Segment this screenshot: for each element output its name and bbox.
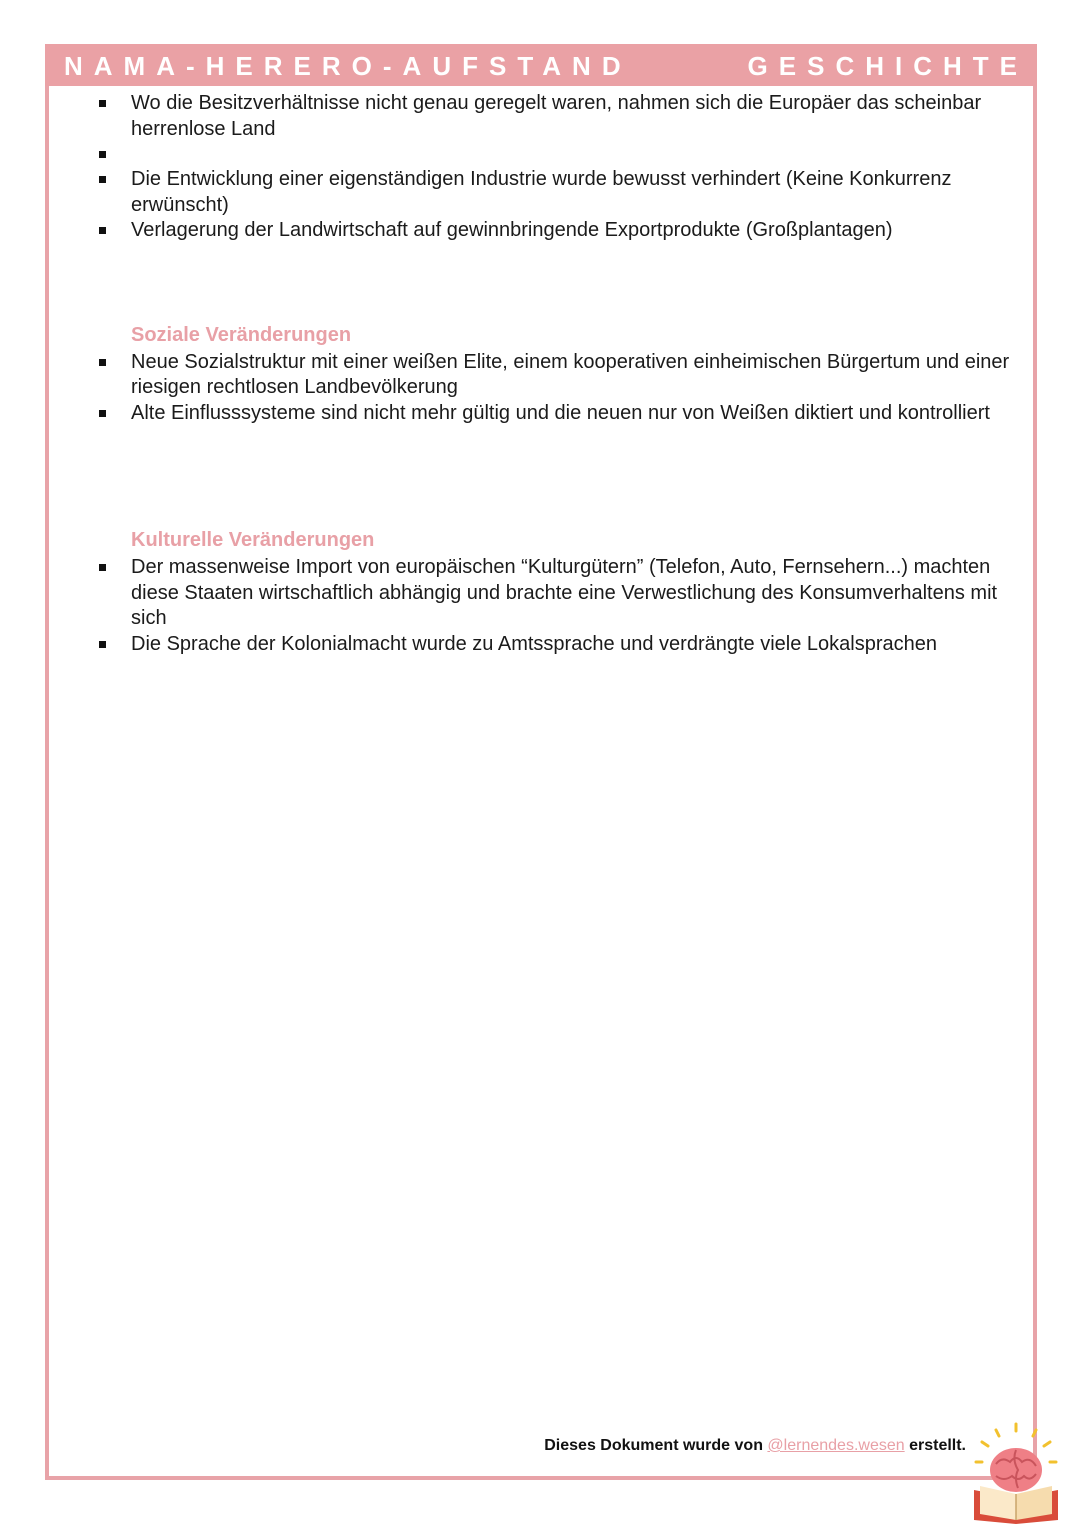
footer-credit xyxy=(544,1437,966,1455)
list-item: Die Sprache der Kolonialmacht wurde zu Amtssprache und verdrängte viele Lokalsprachen xyxy=(95,632,1015,658)
list-item: Wo die Besitzverhältnisse nicht genau geregelt waren, nahmen sich die Europäer das scheinbar herrenlose Land xyxy=(95,91,1015,142)
author-handle-link[interactable]: @lernendes.wesen xyxy=(767,1437,905,1454)
list-item: Neue Sozialstruktur mit einer weißen Elite, einem kooperativen einheimischen Bürgertum und einer riesigen rechtlosen Landbevölkerung xyxy=(95,350,1015,401)
list-item: Der massenweise Import von europäischen “Kulturgütern” (Telefon, Auto, Fernsehern...) machten diese Staaten wirtschaftlich abhängig und brachte eine Verwestlichung des Konsumverhaltens mit sich xyxy=(95,555,1015,632)
list-item: Die Entwicklung einer eigenständigen Industrie wurde bewusst verhindert (Keine Konkurrenz erwünscht) xyxy=(95,167,1015,218)
section-economic xyxy=(95,91,1015,244)
section-title-cultural: Kulturelle Veränderungen xyxy=(131,529,375,551)
section-social xyxy=(95,323,1015,427)
footer-prefix: Dieses Dokument wurde von xyxy=(544,1437,768,1454)
list-item: Alte Einflusssysteme sind nicht mehr gültig und die neuen nur von Weißen diktiert und kontrolliert xyxy=(95,401,1015,427)
footer-suffix: erstellt. xyxy=(904,1437,966,1454)
section-cultural xyxy=(95,528,1015,657)
economic-list xyxy=(95,91,1015,244)
spacer xyxy=(95,142,1015,167)
list-item: Verlagerung der Landwirtschaft auf gewinnbringende Exportprodukte (Großplantagen) xyxy=(95,218,1015,244)
main-content xyxy=(95,91,1015,657)
cultural-list xyxy=(95,555,1015,657)
subject-label: GESCHICHTE xyxy=(747,51,1028,81)
document-title: NAMA-HERERO-AUFSTAND xyxy=(64,51,632,81)
social-list xyxy=(95,350,1015,427)
brain-book-logo-icon xyxy=(966,1420,1070,1524)
section-title-social: Soziale Veränderungen xyxy=(131,323,352,346)
